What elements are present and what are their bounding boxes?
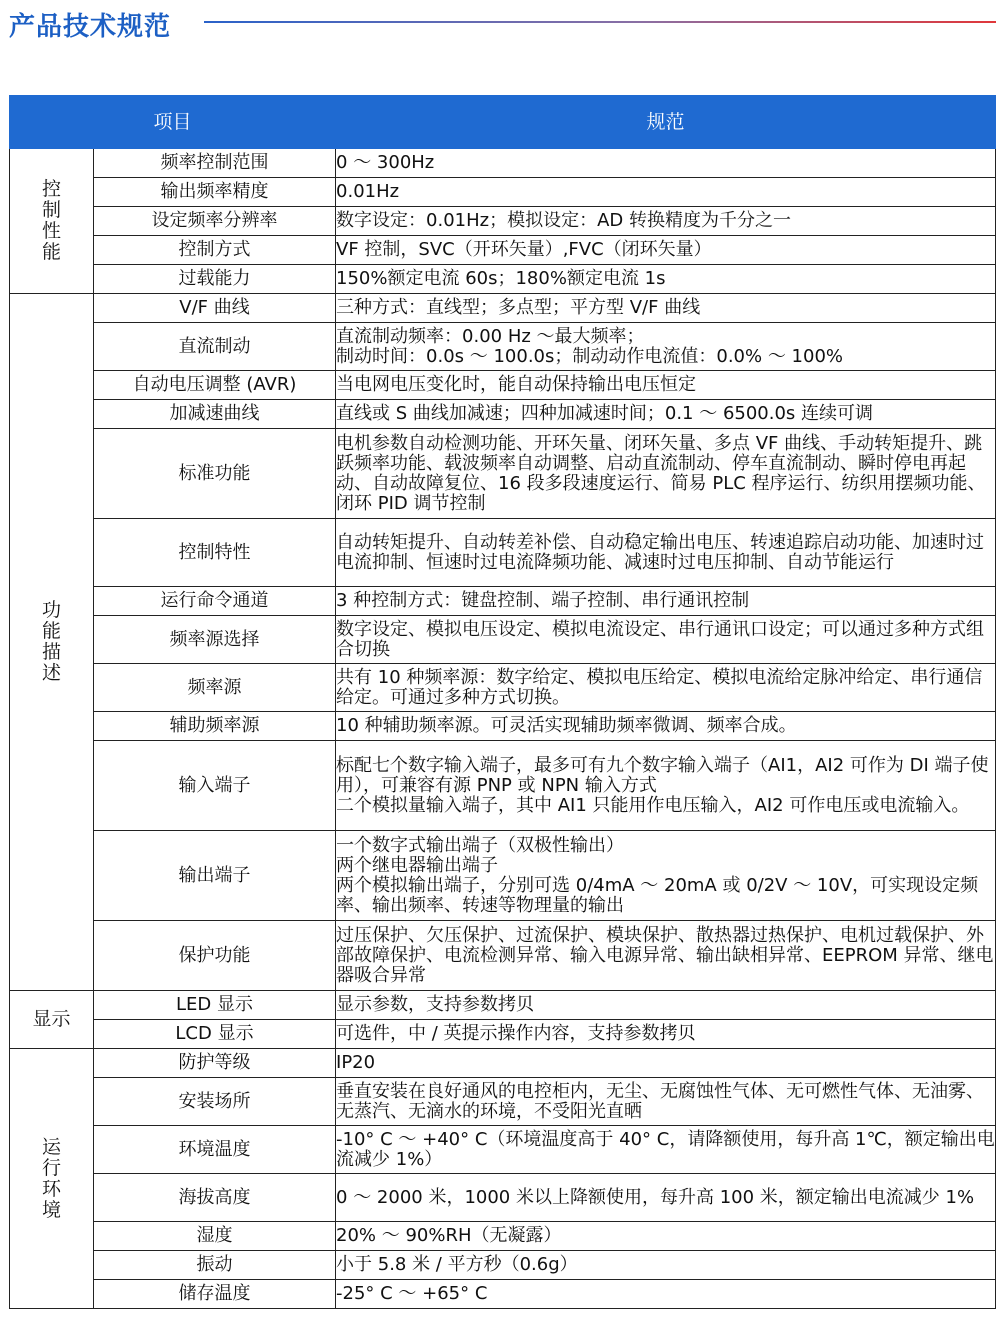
category-cell bbox=[10, 294, 94, 991]
title-divider-line bbox=[204, 21, 996, 23]
table-row bbox=[10, 616, 996, 664]
item-label: 储存温度 bbox=[94, 1280, 336, 1309]
item-label: LED 显示 bbox=[94, 991, 336, 1020]
page-title: 产品技术规范 bbox=[9, 12, 172, 42]
spec-value: 电机参数自动检测功能、开环矢量、闭环矢量、多点 VF 曲线、手动转矩提升、跳跃频率功能、载波频率自动调整、启动直流制动、停车直流制动、瞬时停电再起动、自动故障复位、16 段多段速度运行、简易 PLC 程序运行、纺织用摆频功能、闭环 PID 调节控制 bbox=[336, 429, 996, 519]
item-label: 频率控制范围 bbox=[94, 149, 336, 178]
spec-table bbox=[9, 95, 996, 1309]
table-row bbox=[10, 519, 996, 587]
spec-value: -25° C ～ +65° C bbox=[336, 1280, 996, 1309]
header-item: 项目 bbox=[10, 96, 336, 149]
spec-value: VF 控制，SVC（开环矢量）,FVC（闭环矢量） bbox=[336, 236, 996, 265]
item-label: 标准功能 bbox=[94, 429, 336, 519]
item-label: 加减速曲线 bbox=[94, 400, 336, 429]
spec-value: 直线或 S 曲线加减速；四种加减速时间；0.1 ～ 6500.0s 连续可调 bbox=[336, 400, 996, 429]
table-row bbox=[10, 1280, 996, 1309]
table-row bbox=[10, 1126, 996, 1174]
table-row bbox=[10, 149, 996, 178]
category-label: 运行环境 bbox=[41, 1135, 61, 1221]
table-row bbox=[10, 664, 996, 712]
table-row bbox=[10, 207, 996, 236]
table-row bbox=[10, 1174, 996, 1222]
spec-value: 150%额定电流 60s；180%额定电流 1s bbox=[336, 265, 996, 294]
item-label: 频率源 bbox=[94, 664, 336, 712]
table-row bbox=[10, 236, 996, 265]
item-label: 输出端子 bbox=[94, 831, 336, 921]
spec-value: 垂直安装在良好通风的电控柜内，无尘、无腐蚀性气体、无可燃性气体、无油雾、无蒸汽、无滴水的环境，不受阳光直晒 bbox=[336, 1078, 996, 1126]
table-row bbox=[10, 921, 996, 991]
item-label: 辅助频率源 bbox=[94, 712, 336, 741]
item-label: 运行命令通道 bbox=[94, 587, 336, 616]
spec-value: 一个数字式输出端子（双极性输出） 两个继电器输出端子 两个模拟输出端子，分别可选 0/4mA ～ 20mA 或 0/2V ～ 10V，可实现设定频率、输出频率、转速等物理量的输出 bbox=[336, 831, 996, 921]
table-row bbox=[10, 831, 996, 921]
category-cell bbox=[10, 1049, 94, 1309]
item-label: 保护功能 bbox=[94, 921, 336, 991]
item-label: 安装场所 bbox=[94, 1078, 336, 1126]
spec-value: 0 ～ 300Hz bbox=[336, 149, 996, 178]
table-row bbox=[10, 323, 996, 371]
spec-value: 共有 10 种频率源：数字给定、模拟电压给定、模拟电流给定脉冲给定、串行通信给定。可通过多种方式切换。 bbox=[336, 664, 996, 712]
spec-value: 可选件，中 / 英提示操作内容，支持参数拷贝 bbox=[336, 1020, 996, 1049]
table-row bbox=[10, 991, 996, 1020]
spec-value: 20% ～ 90%RH（无凝露） bbox=[336, 1222, 996, 1251]
table-row bbox=[10, 741, 996, 831]
item-label: 控制方式 bbox=[94, 236, 336, 265]
spec-value: 过压保护、欠压保护、过流保护、模块保护、散热器过热保护、电机过载保护、外部故障保护、电流检测异常、输入电源异常、输出缺相异常、EEPROM 异常、继电器吸合异常 bbox=[336, 921, 996, 991]
item-label: 频率源选择 bbox=[94, 616, 336, 664]
table-header-row bbox=[10, 96, 996, 149]
category-cell bbox=[10, 149, 94, 294]
page-header bbox=[0, 0, 1000, 50]
spec-value: 当电网电压变化时，能自动保持输出电压恒定 bbox=[336, 371, 996, 400]
spec-value: 0.01Hz bbox=[336, 178, 996, 207]
item-label: 直流制动 bbox=[94, 323, 336, 371]
spec-value: 数字设定、模拟电压设定、模拟电流设定、串行通讯口设定；可以通过多种方式组合切换 bbox=[336, 616, 996, 664]
category-label: 显示 bbox=[32, 1008, 71, 1030]
table-row bbox=[10, 587, 996, 616]
item-label: V/F 曲线 bbox=[94, 294, 336, 323]
item-label: 控制特性 bbox=[94, 519, 336, 587]
item-label: 过载能力 bbox=[94, 265, 336, 294]
spec-value: 10 种辅助频率源。可灵活实现辅助频率微调、频率合成。 bbox=[336, 712, 996, 741]
item-label: 输入端子 bbox=[94, 741, 336, 831]
category-label: 功能描述 bbox=[41, 599, 61, 684]
header-spec: 规范 bbox=[336, 96, 996, 149]
table-row bbox=[10, 265, 996, 294]
item-label: 防护等级 bbox=[94, 1049, 336, 1078]
spec-value: 小于 5.8 米 / 平方秒（0.6g） bbox=[336, 1251, 996, 1280]
spec-value: -10° C ～ +40° C（环境温度高于 40° C，请降额使用，每升高 1℃，额定输出电流减少 1%） bbox=[336, 1126, 996, 1174]
item-label: 海拔高度 bbox=[94, 1174, 336, 1222]
spec-value: 自动转矩提升、自动转差补偿、自动稳定输出电压、转速追踪启动功能、加速时过电流抑制、恒速时过电流降频功能、减速时过电压抑制、自动节能运行 bbox=[336, 519, 996, 587]
spec-value: 3 种控制方式：键盘控制、端子控制、串行通讯控制 bbox=[336, 587, 996, 616]
table-row bbox=[10, 1251, 996, 1280]
spec-value: 0 ～ 2000 米，1000 米以上降额使用，每升高 100 米，额定输出电流减少 1% bbox=[336, 1174, 996, 1222]
table-row bbox=[10, 371, 996, 400]
table-row bbox=[10, 1222, 996, 1251]
spec-value: 显示参数，支持参数拷贝 bbox=[336, 991, 996, 1020]
spec-value: 三种方式：直线型；多点型；平方型 V/F 曲线 bbox=[336, 294, 996, 323]
item-label: LCD 显示 bbox=[94, 1020, 336, 1049]
table-row bbox=[10, 400, 996, 429]
category-cell bbox=[10, 991, 94, 1049]
item-label: 振动 bbox=[94, 1251, 336, 1280]
spec-value: 标配七个数字输入端子，最多可有九个数字输入端子（AI1，AI2 可作为 DI 端子使用），可兼容有源 PNP 或 NPN 输入方式 二个模拟量输入端子，其中 AI1 只能用作电压输入，AI2 可作电压或电流输入。 bbox=[336, 741, 996, 831]
spec-table-body bbox=[10, 149, 996, 1309]
table-row bbox=[10, 712, 996, 741]
item-label: 输出频率精度 bbox=[94, 178, 336, 207]
category-label: 控制性能 bbox=[41, 178, 61, 263]
table-row bbox=[10, 1049, 996, 1078]
table-row bbox=[10, 1078, 996, 1126]
item-label: 环境温度 bbox=[94, 1126, 336, 1174]
item-label: 湿度 bbox=[94, 1222, 336, 1251]
table-row bbox=[10, 178, 996, 207]
table-row bbox=[10, 1020, 996, 1049]
table-row bbox=[10, 294, 996, 323]
spec-value: IP20 bbox=[336, 1049, 996, 1078]
item-label: 自动电压调整 (AVR) bbox=[94, 371, 336, 400]
table-row bbox=[10, 429, 996, 519]
spec-value: 直流制动频率：0.00 Hz ～最大频率； 制动时间：0.0s ～ 100.0s；制动动作电流值：0.0% ～ 100% bbox=[336, 323, 996, 371]
spec-value: 数字设定：0.01Hz；模拟设定：AD 转换精度为千分之一 bbox=[336, 207, 996, 236]
item-label: 设定频率分辨率 bbox=[94, 207, 336, 236]
